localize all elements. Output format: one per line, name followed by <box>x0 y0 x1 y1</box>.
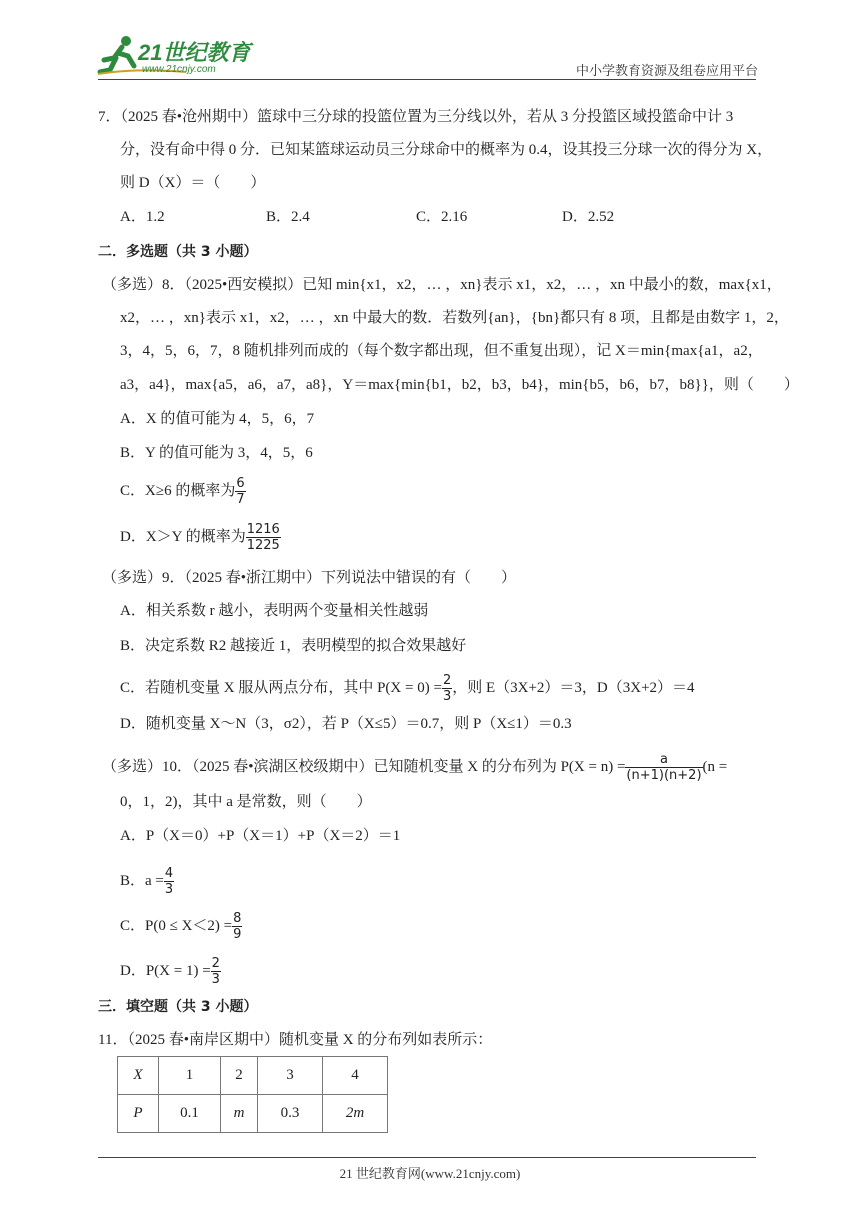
q8-line1: （多选）8．（2025•西安模拟）已知 min{x1，x2，… ，xn}表示 x1，x2，… ，xn 中最小的数，max{x1， <box>102 277 782 293</box>
q10-stem-text: （多选）10．（2025 春•滨湖区校级期中）已知随机变量 X 的分布列为 P(X = n) = <box>102 758 626 775</box>
q9-stem: （多选）9．（2025 春•浙江期中）下列说法中错误的有（ ） <box>102 570 517 586</box>
table-cell: 0.3 <box>258 1095 323 1133</box>
table-cell: 2m <box>323 1095 388 1133</box>
q7-option-c: C．2.16 <box>416 209 468 225</box>
q11-stem: 11．（2025 春•南岸区期中）随机变量 X 的分布列如表所示： <box>98 1032 493 1048</box>
table-cell: 4 <box>323 1057 388 1095</box>
q8-line4: a3，a4}，max{a5，a6，a7，a8}，Y＝max{min{b1，b2，b3，b4}，min{b5，b6，b7，b8}}，则（ ） <box>120 377 799 393</box>
q8-option-d <box>120 522 281 553</box>
q7-line3: 则 D（X）＝（ ） <box>120 175 266 191</box>
q10-option-c-text: C．P(0 ≤ X＜2) = <box>120 917 233 934</box>
q9-option-b: B．决定系数 R2 越接近 1，表明模型的拟合效果越好 <box>120 638 467 654</box>
q10-option-b-text: B．a = <box>120 872 164 889</box>
q8-option-b: B．Y 的值可能为 3，4，5，6 <box>120 445 313 461</box>
q8-line2: x2，… ，xn}表示 x1，x2，… ，xn 中最大的数．若数列{an}，{bn}都只有 8 项，且都是由数字 1，2， <box>120 310 789 326</box>
q9-option-c-fraction: $\frac{2}{3}$ <box>442 673 452 704</box>
q10-option-d <box>120 956 221 987</box>
table-cell: 0.1 <box>159 1095 221 1133</box>
site-logo <box>94 32 264 78</box>
table-cell: X <box>118 1057 159 1095</box>
q8-option-c-fraction: $\frac{6}{7}$ <box>236 476 245 507</box>
q8-option-d-text: D．X＞Y 的概率为 <box>120 528 246 545</box>
footer-text: 21 世纪教育网(www.21cnjy.com) <box>339 1166 521 1181</box>
q9-option-c <box>120 673 695 704</box>
table-cell: 2 <box>221 1057 258 1095</box>
q10-option-d-fraction: $\frac{2}{3}$ <box>211 956 220 987</box>
q9-option-c-tail: ，则 E（3X+2）＝3，D（3X+2）＝4 <box>452 679 695 696</box>
q10-stem-tail: (n = <box>702 758 728 775</box>
q8-option-c <box>120 476 246 507</box>
q7-line2: 分，没有命中得 0 分．已知某篮球运动员三分球命中的概率为 0.4，设其投三分球一次的得分为 X， <box>120 142 773 158</box>
svg-text:www.21cnjy.com: www.21cnjy.com <box>142 64 216 75</box>
table-row <box>118 1057 388 1095</box>
q8-option-c-text: C．X≥6 的概率为 <box>120 482 236 499</box>
q9-option-a: A．相关系数 r 越小，表明两个变量相关性越弱 <box>120 603 429 619</box>
q8-option-d-fraction: $\frac{1216}{1225}$ <box>246 522 280 553</box>
q7-option-d: D．2.52 <box>562 209 615 225</box>
footer-divider <box>98 1157 756 1158</box>
distribution-table <box>117 1056 388 1133</box>
q10-stem-fraction: $\frac{a}{(n+1)(n+2)}$ <box>626 752 702 783</box>
q10-option-b <box>120 866 174 897</box>
q7-option-a: A．1.2 <box>120 209 165 225</box>
q10-option-b-fraction: $\frac{4}{3}$ <box>164 866 174 897</box>
q8-option-a: A．X 的值可能为 4，5，6，7 <box>120 411 315 427</box>
table-cell: m <box>221 1095 258 1133</box>
table-cell: 1 <box>159 1057 221 1095</box>
section-fill-blank-title: 三．填空题（共 3 小题） <box>98 999 258 1015</box>
q7-line1: 7．（2025 春•沧州期中）篮球中三分球的投篮位置为三分线以外，若从 3 分投篮区域投篮命中计 3 <box>98 109 734 125</box>
q10-line2: 0，1，2)，其中 a 是常数，则（ ） <box>120 794 372 810</box>
q7-option-b: B．2.4 <box>266 209 310 225</box>
q10-option-c <box>120 911 242 942</box>
header-divider <box>98 79 756 80</box>
table-row <box>118 1095 388 1133</box>
q10-stem <box>102 752 727 783</box>
q10-option-d-text: D．P(X = 1) = <box>120 962 211 979</box>
table-cell: P <box>118 1095 159 1133</box>
q10-option-a: A．P（X＝0）+P（X＝1）+P（X＝2）＝1 <box>120 828 401 844</box>
q9-option-d: D．随机变量 X～N（3，σ2），若 P（X≤5）＝0.7，则 P（X≤1）＝0.3 <box>120 716 572 732</box>
runner-logo-icon <box>94 32 264 78</box>
q8-line3: 3，4，5，6，7，8 随机排列而成的（每个数字都出现，但不重复出现），记 X＝min{max{a1，a2， <box>120 343 763 359</box>
header-platform-text: 中小学教育资源及组卷应用平台 <box>575 64 758 79</box>
svg-text:21世纪教育: 21世纪教育 <box>138 40 251 65</box>
table-cell: 3 <box>258 1057 323 1095</box>
q9-option-c-text: C．若随机变量 X 服从两点分布，其中 P(X = 0) = <box>120 679 442 696</box>
section-multi-choice-title: 二．多选题（共 3 小题） <box>98 244 258 260</box>
q10-option-c-fraction: $\frac{8}{9}$ <box>233 911 242 942</box>
